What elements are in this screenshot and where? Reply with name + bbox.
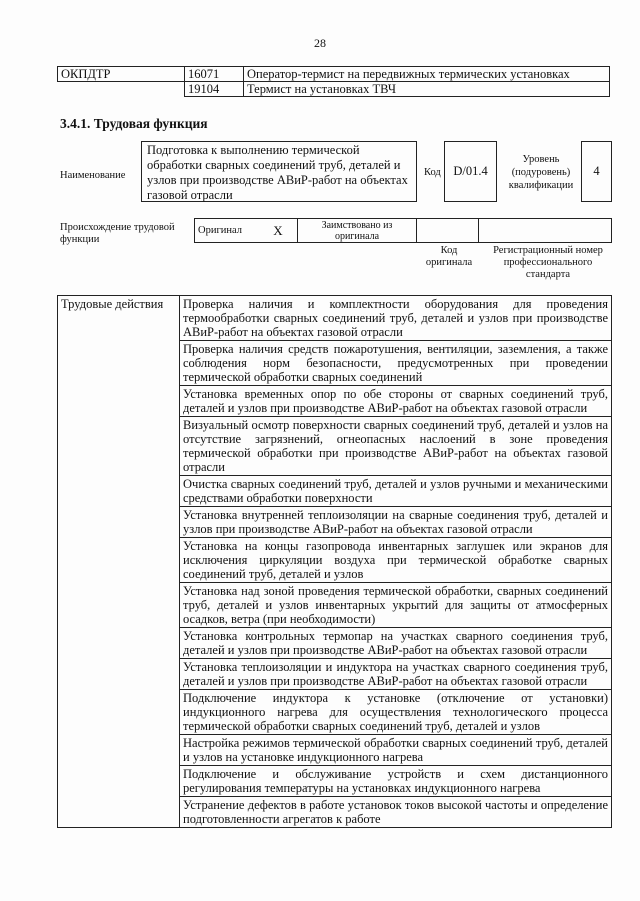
okpdtr-empty-cell — [58, 82, 185, 97]
labor-action-item: Установка внутренней теплоизоляции на сварные соединения труб, деталей и узлов при производстве АВиР-работ на объектах газовой отрасли — [180, 507, 612, 538]
okpdtr-row — [58, 82, 610, 97]
labor-action-item: Установка временных опор по обе стороны от сварных соединений труб, деталей и узлов при производстве АВиР-работ на объектах газовой отрасли — [180, 386, 612, 417]
okpdtr-row — [58, 67, 610, 82]
labor-action-item: Проверка наличия средств пожаротушения, вентиляции, заземления, а также соблюдения норм безопасности, предусмотренных при проведении термической обработки сварных соединений — [180, 341, 612, 386]
labor-action-item: Установка на концы газопровода инвентарных заглушек или экранов для исключения циркуляции воздуха при термической обработке сварных соединений труб, деталей и узлов — [180, 538, 612, 583]
labor-action-item: Подключение и обслуживание устройств и схем дистанционного регулирования температуры на установках индукционного нагрева — [180, 766, 612, 797]
original-mark: X — [259, 219, 298, 243]
okpdtr-table — [57, 66, 610, 97]
origin-label: Происхождение трудовой функции — [60, 222, 175, 245]
origin-row — [195, 219, 612, 243]
borrowed-label: Заимствовано из оригинала — [298, 219, 417, 243]
labor-action-item: Настройка режимов термической обработки сварных соединений труб, деталей и узлов на установке индукционного нагрева — [180, 735, 612, 766]
okpdtr-name: Термист на установках ТВЧ — [244, 82, 610, 97]
labor-action-item: Установка теплоизоляции и индуктора на участках сварного соединения труб, деталей и узлов при производстве АВиР-работ на объектах газовой отрасли — [180, 659, 612, 690]
labor-action-item: Визуальный осмотр поверхности сварных соединений труб, деталей и узлов на отсутствие загрязнений, огнеопасных наслоений в зоне проведения термической обработки при производстве АВиР-работ на объектах газовой отрасли — [180, 417, 612, 476]
okpdtr-code: 19104 — [185, 82, 244, 97]
okpdtr-name: Оператор-термист на передвижных термических установках — [244, 67, 610, 82]
labor-action-item: Установка контрольных термопар на участках сварного соединения труб, деталей и узлов при производстве АВиР-работ на объектах газовой отрасли — [180, 628, 612, 659]
name-label: Наименование — [60, 170, 126, 181]
level-value-box: 4 — [581, 141, 612, 202]
labor-actions-label: Трудовые действия — [58, 296, 180, 828]
labor-action-item: Подключение индуктора к установке (отключение от установки) индукционного нагрева для осуществления технологического процесса термической обработки сварных соединений труб, деталей и узлов — [180, 690, 612, 735]
labor-action-item: Устранение дефектов в работе установок токов высокой частоты и определение подготовленности агрегатов к работе — [180, 797, 612, 828]
section-title: 3.4.1. Трудовая функция — [60, 116, 208, 131]
page-number: 28 — [314, 36, 326, 50]
labor-action-item: Очистка сварных соединений труб, деталей и узлов ручными и механическими средствами обработки поверхности — [180, 476, 612, 507]
okpdtr-code: 16071 — [185, 67, 244, 82]
reg-number-cell — [479, 219, 612, 243]
code-original-label: Код оригинала — [425, 245, 473, 268]
level-label: Уровень (подуровень) квалификации — [508, 154, 574, 191]
labor-actions-table — [57, 295, 612, 828]
labor-action-row — [58, 296, 612, 341]
code-original-cell — [417, 219, 479, 243]
reg-number-label: Регистрационный номер профессионального стандарта — [493, 245, 603, 280]
origin-table — [194, 218, 612, 243]
labor-action-item: Проверка наличия и комплектности оборудования для проведения термообработки сварных соединений труб, деталей и узлов при производстве АВиР-работ на объектах газовой отрасли — [180, 296, 612, 341]
labor-action-item: Установка над зоной проведения термической обработки, сварных соединений труб, деталей и узлов инвентарных укрытий для защиты от атмосферных осадков, ветра (при необходимости) — [180, 583, 612, 628]
okpdtr-label: ОКПДТР — [58, 67, 185, 82]
code-label: Код — [424, 167, 441, 178]
function-name-box: Подготовка к выполнению термической обработки сварных соединений труб, деталей и узлов при производстве АВиР-работ на объектах газовой отрасли — [141, 141, 417, 202]
function-code-box: D/01.4 — [444, 141, 497, 202]
original-label: Оригинал — [195, 219, 260, 243]
